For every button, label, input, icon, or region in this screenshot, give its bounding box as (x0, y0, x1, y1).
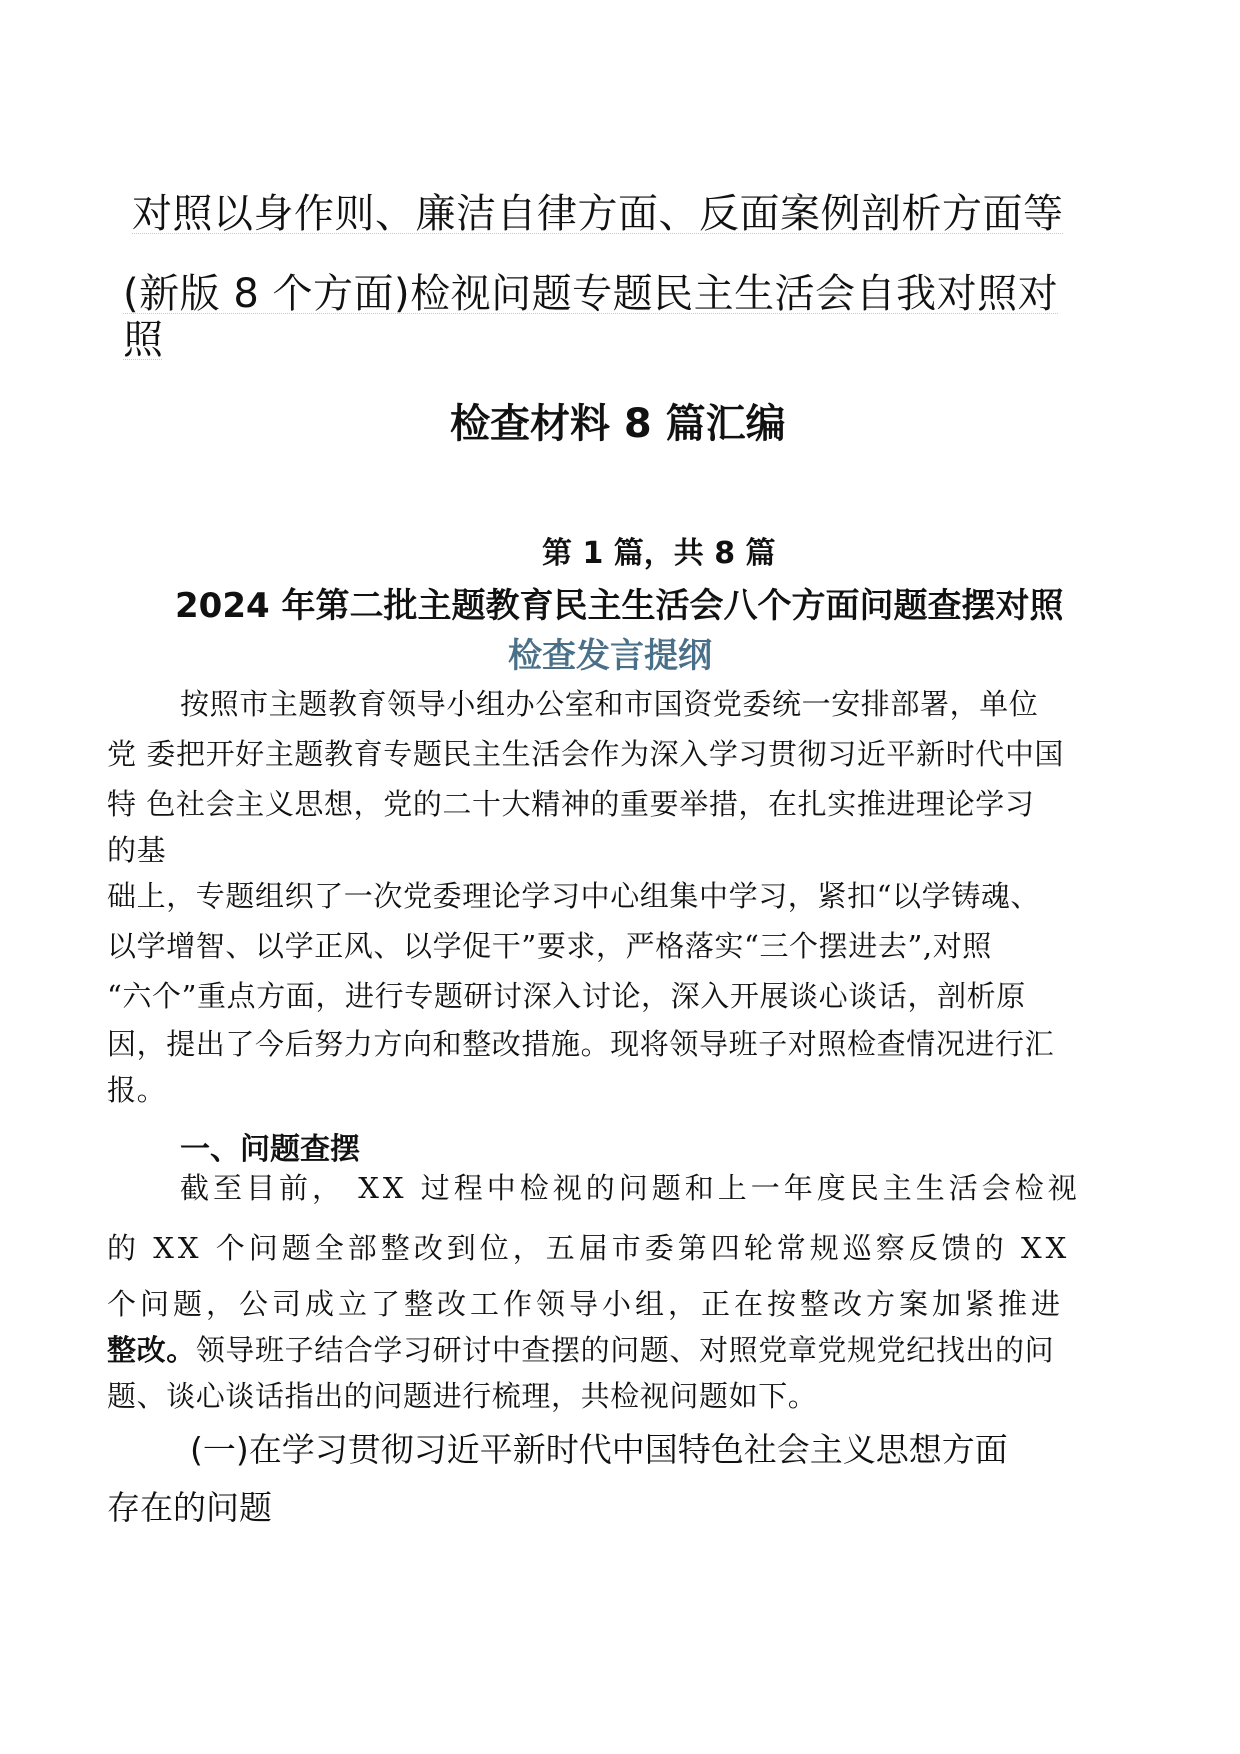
intro-line-2: 党 委把开好主题教育专题民主生活会作为深入学习贯彻习近平新时代中国 (107, 737, 1065, 771)
doc-title-line-4: 检查材料 8 篇汇编 (450, 401, 786, 447)
intro-line-7: “六个”重点方面，进行专题研讨深入讨论，深入开展谈心谈话，剖析原 (107, 979, 1026, 1013)
intro-line-1: 按照市主题教育领导小组办公室和市国资党委统一安排部署，单位 (180, 687, 1039, 721)
intro-line-9: 报。 (107, 1073, 167, 1107)
intro-line-6: 以学增智、以学正风、以学促干”要求，严格落实“三个摆进去”,对照 (107, 929, 992, 963)
article-title-line-2: 检查发言提纲 (508, 636, 712, 676)
subsection-heading-line-2: 存在的问题 (107, 1488, 272, 1527)
section-para-line-5: 题、谈心谈话指出的问题进行梳理，共检视问题如下。 (107, 1379, 818, 1413)
section-para-line-4-rest: 领导班子结合学习研讨中查摆的问题、对照党章党规党纪找出的问 (195, 1333, 1055, 1367)
section-para-line-4 (107, 1328, 1054, 1369)
doc-title-line-2: (新版 8 个方面)检视问题专题民主生活会自我对照对 (123, 271, 1059, 317)
subsection-heading-line-1: (一)在学习贯彻习近平新时代中国特色社会主义思想方面 (190, 1430, 1008, 1469)
part-label: 第 1 篇，共 8 篇 (542, 536, 776, 571)
intro-line-4: 的基 (107, 833, 167, 867)
section-para-line-3: 个问题，公司成立了整改工作领导小组，正在按整改方案加紧推进 (107, 1287, 1065, 1321)
intro-line-5: 础上，专题组织了一次党委理论学习中心组集中学习，紧扣“以学铸魂、 (107, 879, 1041, 913)
section-para-line-1: 截至目前， XX 过程中检视的问题和上一年度民主生活会检视 (180, 1171, 1081, 1205)
intro-line-3: 特 色社会主义思想，党的二十大精神的重要举措，在扎实推进理论学习 (107, 787, 1035, 821)
section-para-line-2: 的 XX 个问题全部整改到位，五届市委第四轮常规巡察反馈的 XX (107, 1231, 1071, 1265)
section-para-bold-lead: 整改。 (107, 1333, 196, 1367)
section-heading: 一、问题查摆 (180, 1132, 360, 1167)
article-title-line-1: 2024 年第二批主题教育民主生活会八个方面问题查摆对照 (175, 586, 1064, 626)
intro-line-8: 因，提出了今后努力方向和整改措施。现将领导班子对照检查情况进行汇 (107, 1027, 1055, 1061)
doc-title-line-3: 照 (123, 317, 164, 363)
doc-title-line-1: 对照以身作则、廉洁自律方面、反面案例剖析方面等 (132, 191, 1064, 237)
